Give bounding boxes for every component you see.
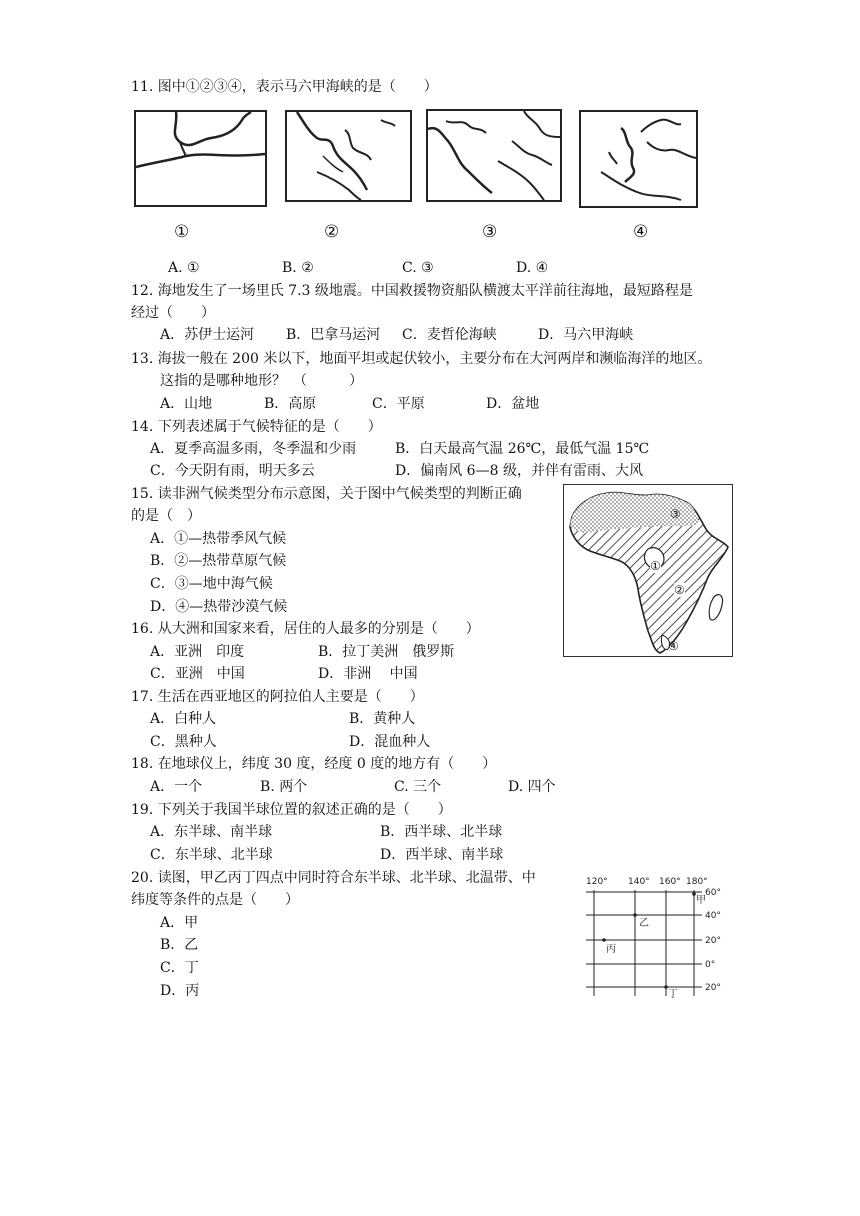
q11-map-2 xyxy=(285,110,412,202)
africa-climate-map xyxy=(563,484,733,657)
q20-option-d[interactable]: D．丙 xyxy=(160,983,200,999)
q18-option-d[interactable]: D. 四个 xyxy=(508,779,556,795)
point-bing xyxy=(602,938,606,942)
lon-label-160: 160° xyxy=(659,877,681,887)
q13-option-d[interactable]: D．盆地 xyxy=(486,396,540,412)
q16-option-c[interactable]: C．亚洲 中国 xyxy=(150,666,245,682)
q20-option-a[interactable]: A．甲 xyxy=(160,915,199,931)
point-label-bing: 丙 xyxy=(606,944,616,955)
q20-option-c[interactable]: C．丁 xyxy=(160,960,199,976)
latlon-grid xyxy=(586,870,736,1000)
q20-stem-line2: 纬度等条件的点是（ ） xyxy=(131,892,299,908)
q19-option-c[interactable]: C．东半球、北半球 xyxy=(150,847,273,863)
q18-option-b[interactable]: B. 两个 xyxy=(260,779,308,795)
q11-map-2-outline xyxy=(287,112,410,200)
q12-option-a[interactable]: A．苏伊士运河 xyxy=(160,327,255,343)
q12-option-b[interactable]: B．巴拿马运河 xyxy=(286,327,381,343)
q14-option-c[interactable]: C．今天阴有雨，明天多云 xyxy=(150,463,315,479)
q11-map-label-3: ③ xyxy=(482,222,498,242)
q17-stem: 17. 生活在西亚地区的阿拉伯人主要是（ ） xyxy=(131,689,424,705)
q13-option-a[interactable]: A．山地 xyxy=(160,396,213,412)
q11-map-1 xyxy=(134,110,267,207)
q19-option-d[interactable]: D．西半球、南半球 xyxy=(380,847,504,863)
africa-label-3: ③ xyxy=(670,507,681,521)
q12-stem-line1: 12. 海地发生了一场里氏 7.3 级地震。中国救援物资船队横渡太平洋前往海地，最短路程是 xyxy=(131,283,693,299)
q13-stem-line2: 这指的是哪种地形？ （ ） xyxy=(160,373,363,389)
q11-stem: 11. 图中①②③④，表示马六甲海峡的是（ ） xyxy=(131,79,438,95)
q11-map-4 xyxy=(579,110,698,208)
lat-label-20n: 20° xyxy=(705,936,721,946)
q16-option-b[interactable]: B．拉丁美洲 俄罗斯 xyxy=(318,644,455,660)
q14-option-a[interactable]: A．夏季高温多雨，冬季温和少雨 xyxy=(150,441,357,457)
q11-map-3-outline xyxy=(428,111,560,200)
lat-label-0: 0° xyxy=(705,960,716,970)
q14-option-d[interactable]: D．偏南风 6—8 级，并伴有雷雨、大风 xyxy=(395,463,643,479)
lon-label-120: 120° xyxy=(586,877,608,887)
africa-label-2: ② xyxy=(674,583,685,597)
q11-map-1-outline xyxy=(136,112,265,205)
q11-map-4-outline xyxy=(581,112,696,206)
q17-option-d[interactable]: D．混血种人 xyxy=(349,734,431,750)
lon-label-140: 140° xyxy=(628,877,650,887)
q11-option-b[interactable]: B. ② xyxy=(282,260,314,276)
q12-stem-line2: 经过（ ） xyxy=(131,305,215,321)
q11-map-label-1: ① xyxy=(174,222,190,242)
q15-option-d[interactable]: D．④—热带沙漠气候 xyxy=(150,599,288,615)
q13-option-c[interactable]: C．平原 xyxy=(372,396,425,412)
point-label-yi: 乙 xyxy=(639,918,649,929)
q19-option-b[interactable]: B．西半球、北半球 xyxy=(380,824,503,840)
q13-stem-line1: 13. 海拔一般在 200 米以下，地面平坦或起伏较小，主要分布在大河两岸和濒临海洋的地区。 xyxy=(131,351,712,367)
q11-option-d[interactable]: D. ④ xyxy=(516,260,549,276)
q19-stem: 19. 下列关于我国半球位置的叙述正确的是（ ） xyxy=(131,802,452,818)
point-yi xyxy=(633,913,637,917)
q12-option-c[interactable]: C．麦哲伦海峡 xyxy=(402,327,497,343)
q18-option-a[interactable]: A．一个 xyxy=(150,779,203,795)
q19-option-a[interactable]: A．东半球、南半球 xyxy=(150,824,273,840)
q15-option-b[interactable]: B．②—热带草原气候 xyxy=(150,553,287,569)
q16-stem: 16. 从大洲和国家来看，居住的人最多的分别是（ ） xyxy=(131,621,480,637)
q15-option-c[interactable]: C．③—地中海气候 xyxy=(150,576,273,592)
q11-option-c[interactable]: C. ③ xyxy=(402,260,434,276)
q20-stem-line1: 20. 读图，甲乙丙丁四点中同时符合东半球、北半球、北温带、中 xyxy=(131,870,536,886)
q18-option-c[interactable]: C. 三个 xyxy=(394,779,442,795)
q16-option-d[interactable]: D．非洲 中国 xyxy=(318,666,418,682)
q18-stem: 18. 在地球仪上，纬度 30 度，经度 0 度的地方有（ ） xyxy=(131,756,497,772)
q12-option-d[interactable]: D．马六甲海峡 xyxy=(538,327,634,343)
q20-option-b[interactable]: B．乙 xyxy=(160,937,199,953)
q16-option-a[interactable]: A．亚洲 印度 xyxy=(150,644,245,660)
q15-option-a[interactable]: A．①—热带季风气候 xyxy=(150,531,287,547)
q11-option-a[interactable]: A. ① xyxy=(168,260,200,276)
africa-map-figure xyxy=(564,485,732,656)
lat-label-20s: 20° xyxy=(705,983,721,993)
point-label-jia: 甲 xyxy=(696,895,706,906)
africa-label-1: ① xyxy=(650,559,661,573)
q11-map-3 xyxy=(426,109,562,202)
q15-stem-line1: 15. 读非洲气候类型分布示意图，关于图中气候类型的判断正确 xyxy=(131,486,522,502)
q17-option-b[interactable]: B．黄种人 xyxy=(349,711,416,727)
q14-stem: 14. 下列表述属于气候特征的是（ ） xyxy=(131,419,382,435)
q17-option-a[interactable]: A．白种人 xyxy=(150,711,217,727)
q13-option-b[interactable]: B．高原 xyxy=(264,396,317,412)
lon-label-180: 180° xyxy=(686,877,708,887)
africa-label-4: ④ xyxy=(668,639,679,653)
q11-map-label-4: ④ xyxy=(633,222,649,242)
q14-option-b[interactable]: B．白天最高气温 26℃，最低气温 15℃ xyxy=(395,441,650,457)
point-label-ding: 丁 xyxy=(668,989,678,1000)
lat-label-40: 40° xyxy=(705,911,721,921)
lat-label-60: 60° xyxy=(705,888,721,898)
q15-stem-line2: 的是（ ） xyxy=(131,508,201,524)
q11-map-label-2: ② xyxy=(324,222,340,242)
q17-option-c[interactable]: C．黑种人 xyxy=(150,734,217,750)
